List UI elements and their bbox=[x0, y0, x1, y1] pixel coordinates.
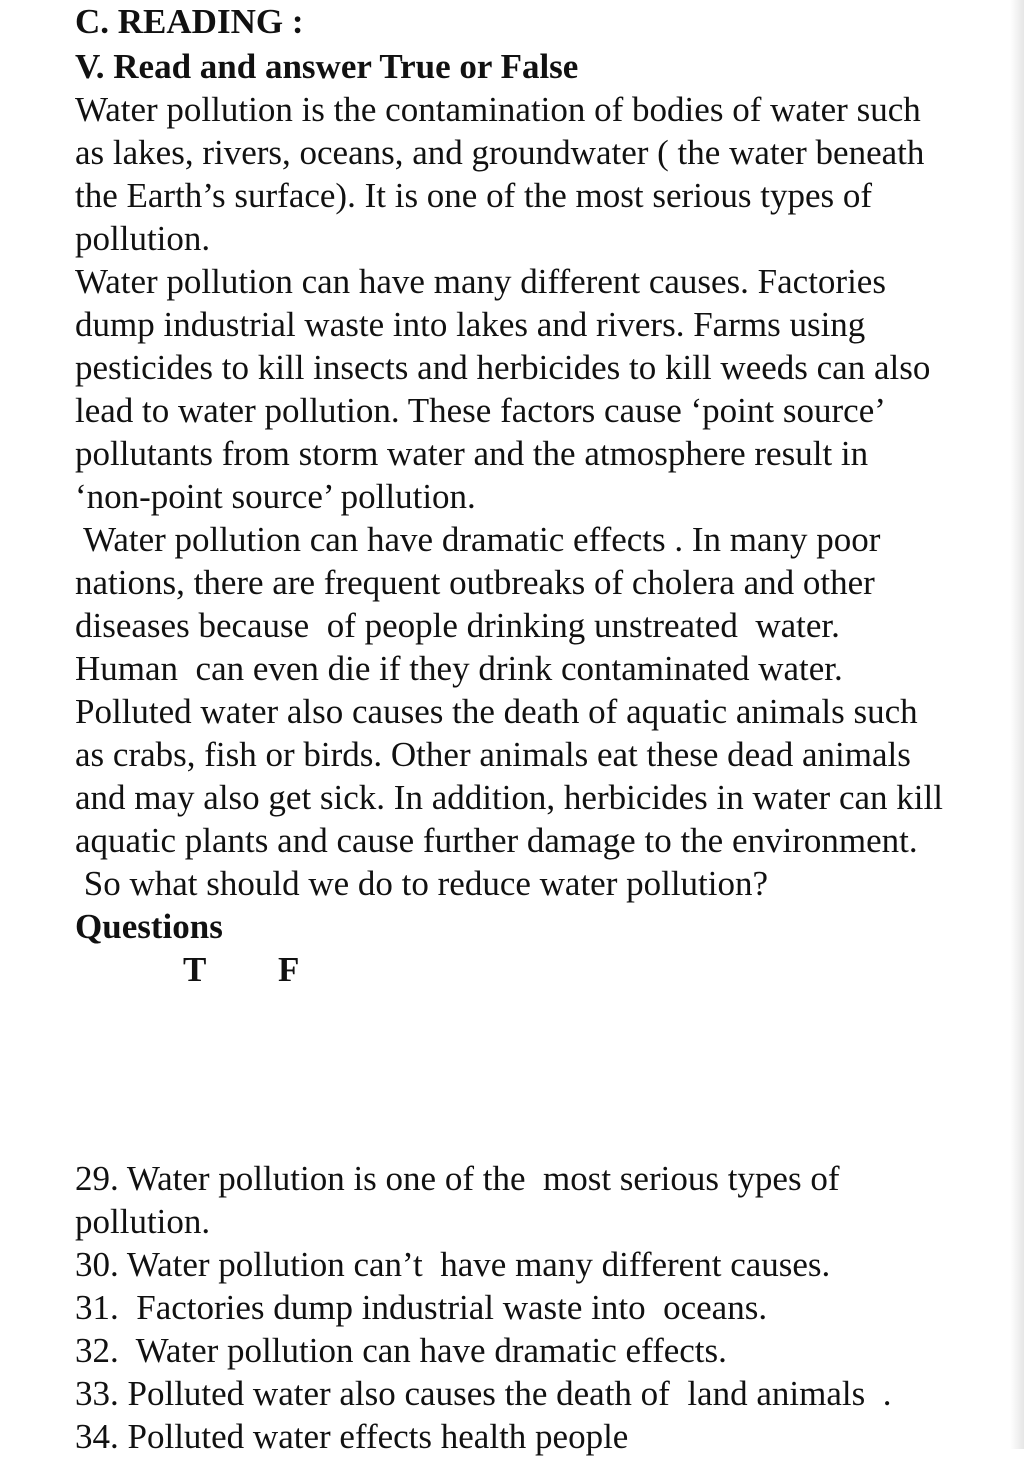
passage-line: ‘non-point source’ pollution. bbox=[75, 477, 476, 516]
passage-line: the Earth’s surface). It is one of the most serious types of bbox=[75, 176, 873, 215]
true-column-header: T bbox=[183, 950, 207, 989]
passage-line: Human can even die if they drink contaminated water. bbox=[75, 649, 843, 688]
passage-line: as lakes, rivers, oceans, and groundwater ( the water beneath bbox=[75, 133, 925, 172]
question-item: 32. Water pollution can have dramatic effects. bbox=[75, 1331, 727, 1370]
passage-line: Water pollution is the contamination of bodies of water such bbox=[75, 90, 921, 129]
section-heading: C. READING : bbox=[75, 2, 304, 41]
question-item: 31. Factories dump industrial waste into oceans. bbox=[75, 1288, 768, 1327]
question-item: 30. Water pollution can’t have many different causes. bbox=[75, 1245, 831, 1284]
passage-line: pollution. bbox=[75, 219, 211, 258]
passage-line: pesticides to kill insects and herbicides to kill weeds can also bbox=[75, 348, 931, 387]
exercise-title: V. Read and answer True or False bbox=[75, 47, 579, 86]
passage-line: Water pollution can have dramatic effects . In many poor bbox=[75, 520, 881, 559]
questions-heading: Questions bbox=[75, 907, 223, 946]
question-item: pollution. bbox=[75, 1202, 211, 1241]
passage-line: Water pollution can have many different causes. Factories bbox=[75, 262, 886, 301]
passage-line: diseases because of people drinking unstreated water. bbox=[75, 606, 840, 645]
passage-line: as crabs, fish or birds. Other animals eat these dead animals bbox=[75, 735, 911, 774]
passage-line: lead to water pollution. These factors cause ‘point source’ bbox=[75, 391, 886, 430]
passage-line: pollutants from storm water and the atmosphere result in bbox=[75, 434, 869, 473]
passage-line: Polluted water also causes the death of aquatic animals such bbox=[75, 692, 918, 731]
passage-line: So what should we do to reduce water pollution? bbox=[75, 864, 769, 903]
question-item: 33. Polluted water also causes the death of land animals . bbox=[75, 1374, 892, 1413]
passage-line: dump industrial waste into lakes and rivers. Farms using bbox=[75, 305, 866, 344]
passage-line: aquatic plants and cause further damage to the environment. bbox=[75, 821, 918, 860]
page-edge-shadow bbox=[1010, 0, 1024, 1449]
question-item: 34. Polluted water effects health people bbox=[75, 1417, 629, 1456]
false-column-header: F bbox=[278, 950, 300, 989]
passage-line: nations, there are frequent outbreaks of cholera and other bbox=[75, 563, 875, 602]
passage-line: and may also get sick. In addition, herbicides in water can kill bbox=[75, 778, 943, 817]
question-item: 29. Water pollution is one of the most serious types of bbox=[75, 1159, 840, 1198]
